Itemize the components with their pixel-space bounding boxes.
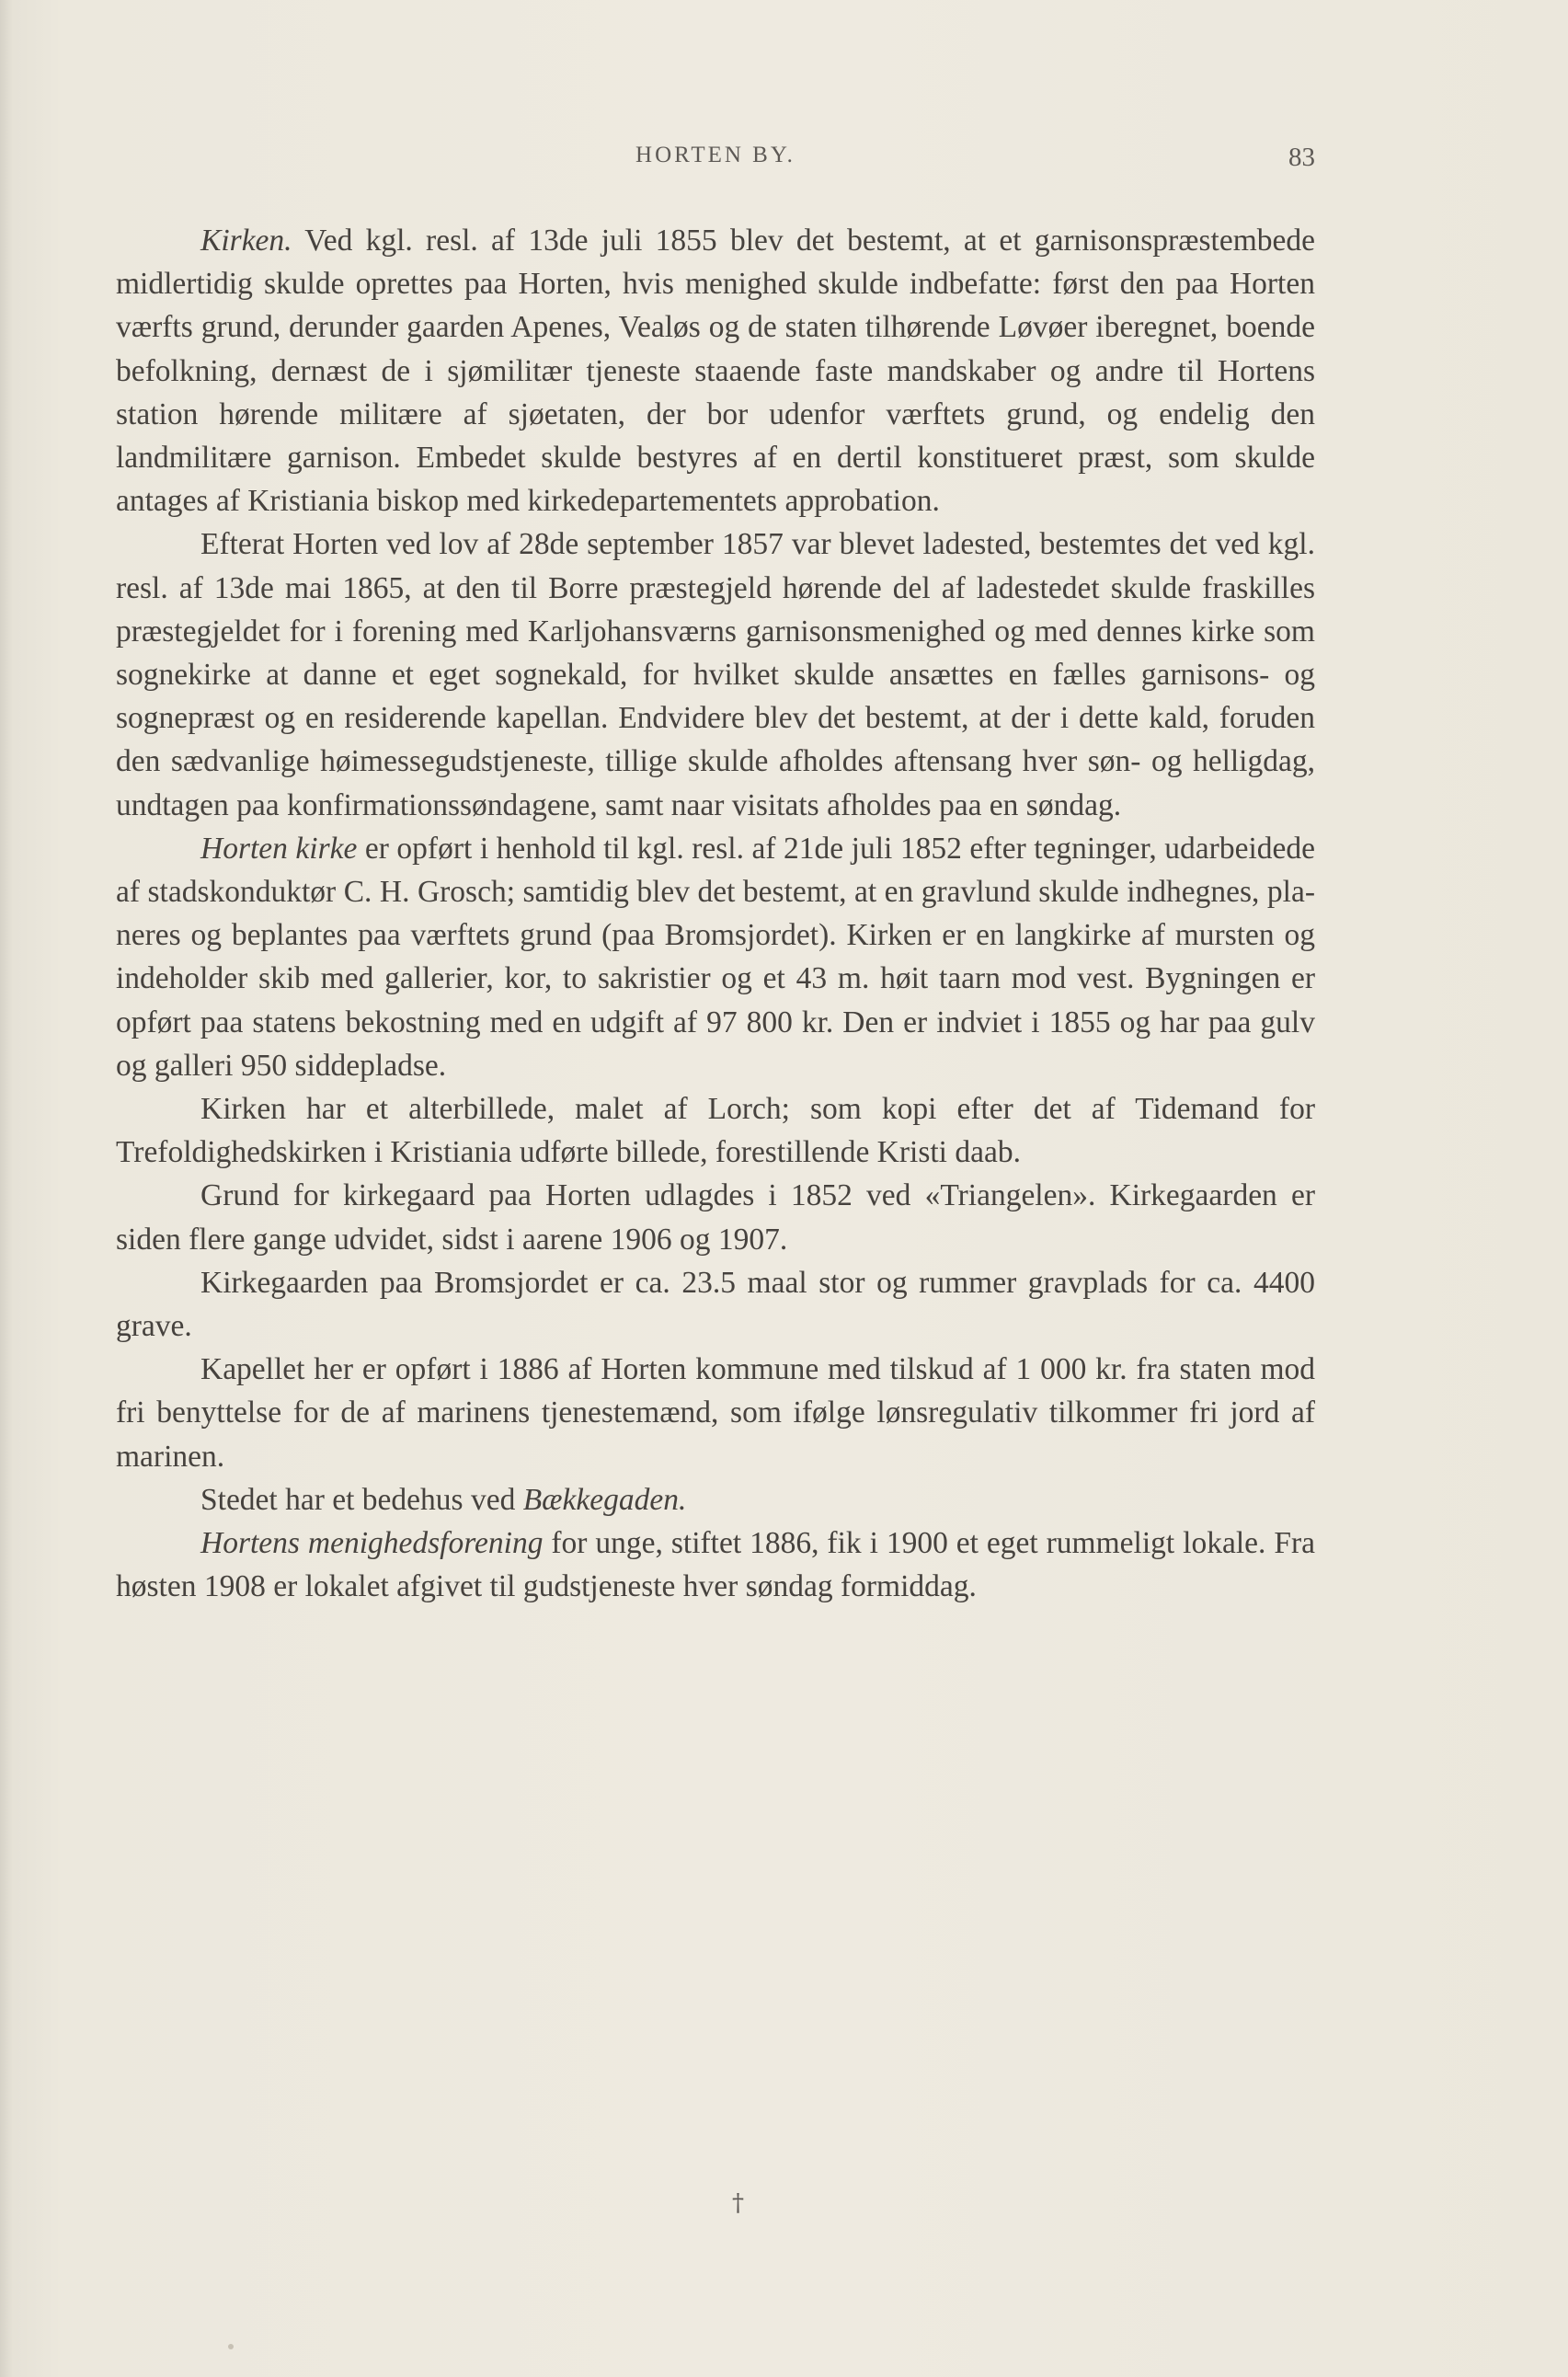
paragraph-text: for unge, stiftet 1886, fik i 1900 et eget rummeligt lokale. Fra høsten 1908 er lokalet afgivet til gudstjeneste hver søndag formiddag. xyxy=(116,1526,1315,1604)
page-edge-shadow xyxy=(0,0,13,2377)
paragraph-bedehus xyxy=(116,1478,1315,1522)
paragraph-kirkegaard xyxy=(116,1174,1315,1260)
paragraph-text: Kapellet her er opført i 1886 af Horten kommune med tilskud af 1 000 kr. fra staten mod fri benyttelse for de af marinens tjenestemænd, som ifølge lønsregulativ tilkommer fri jord af marinen. xyxy=(116,1352,1315,1474)
paragraph-kirken xyxy=(116,219,1315,522)
running-head: HORTEN BY. xyxy=(635,143,795,167)
paragraph-kapellet xyxy=(116,1348,1315,1478)
paragraph-text: Kirkegaarden paa Bromsjordet er ca. 23.5 maal stor og rummer gravplads for ca. 4400 grave. xyxy=(116,1265,1315,1344)
paragraph-menighedsforening xyxy=(116,1522,1315,1608)
paragraph-text: er opført i henhold til kgl. resl. af 21de juli 1852 efter tegninger, udarbeidede af stadskonduktør C. H. Grosch; samtidig blev det bestemt, at en gravlund skulde indhegnes, planeres og beplantes paa værftets grund (paa Bromsjordet). Kirken er en langkirke af mursten og indeholder skib med gallerier, kor, to sakristier og et 43 m. høit taarn mod vest. Bygningen er opført paa statens bekostning med en udgift af 97 800 kr. Den er indviet i 1855 og har paa gulv og galleri 950 siddepladse. xyxy=(116,831,1315,1083)
paragraph-alterbillede xyxy=(116,1087,1315,1174)
body-text xyxy=(116,219,1315,1609)
paragraph-text: Grund for kirkegaard paa Horten udlagdes i 1852 ved «Triangelen». Kirkegaarden er siden flere gange udvidet, sidst i aarene 1906 og 1907. xyxy=(116,1178,1315,1257)
section-lead-horten-kirke: Horten kirke xyxy=(200,831,358,866)
section-lead-kirken: Kirken. xyxy=(200,224,292,258)
paragraph-text: Kirken har et alterbillede, malet af Lorch; som kopi efter det af Tidemand for Trefoldighedskirken i Kristiania udførte billede, forestillende Kristi daab. xyxy=(116,1092,1315,1170)
paragraph-text: Stedet har et bedehus ved xyxy=(200,1482,523,1517)
paper-smudge xyxy=(228,2344,234,2349)
paragraph-text: Ved kgl. resl. af 13de juli 1855 blev det bestemt, at et garnisonspræstembede midlertidig skulde oprettes paa Horten, hvis menighed skulde indbefatte: først den paa Horten værfts grund, derunder gaarden Apenes, Vealøs og de staten tilhørende Løvøer iberegnet, boende befolkning, dernæst de i sjømilitær tjeneste staaende faste mandskaber og andre til Hortens station hørende militære af sjøetaten, der bor udenfor værftets grund, og endelig den landmilitære garnison. Embedet skulde bestyres af en dertil konstitueret præst, som skulde antages af Kristiania biskop med kirkedepartementets approbation. xyxy=(116,224,1315,519)
page-header xyxy=(116,143,1315,179)
paragraph-ladested xyxy=(116,522,1315,826)
footer-mark: † xyxy=(732,2189,744,2217)
paragraph-text: Efterat Horten ved lov af 28de september 1857 var blevet ladested, bestemtes det ved kgl. resl. af 13de mai 1865, at den til Borre præstegjeld hørende del af ladestedet skulde fraskilles præstegjeldet for i forening med Karljohansværns garnisonsmenighed og med dennes kirke som sognekirke at danne et eget sognekald, for hvilket skulde ansættes en fælles garnisons- og sognepræst og en residerende kapellan. Endvidere blev det bestemt, at der i dette kald, foruden den sædvanlige høimessegudstjeneste, tillige skulde afholdes aftensang hver søn- og helligdag, undtagen paa konfirmationssøndagene, samt naar visitats afholdes paa en søndag. xyxy=(116,527,1315,822)
section-lead-menighedsforening: Hortens menighedsforening xyxy=(200,1526,544,1561)
paragraph-bromsjordet xyxy=(116,1261,1315,1348)
paragraph-horten-kirke xyxy=(116,827,1315,1087)
street-name: Bækkegaden. xyxy=(522,1482,687,1517)
page-number: 83 xyxy=(1288,143,1315,172)
